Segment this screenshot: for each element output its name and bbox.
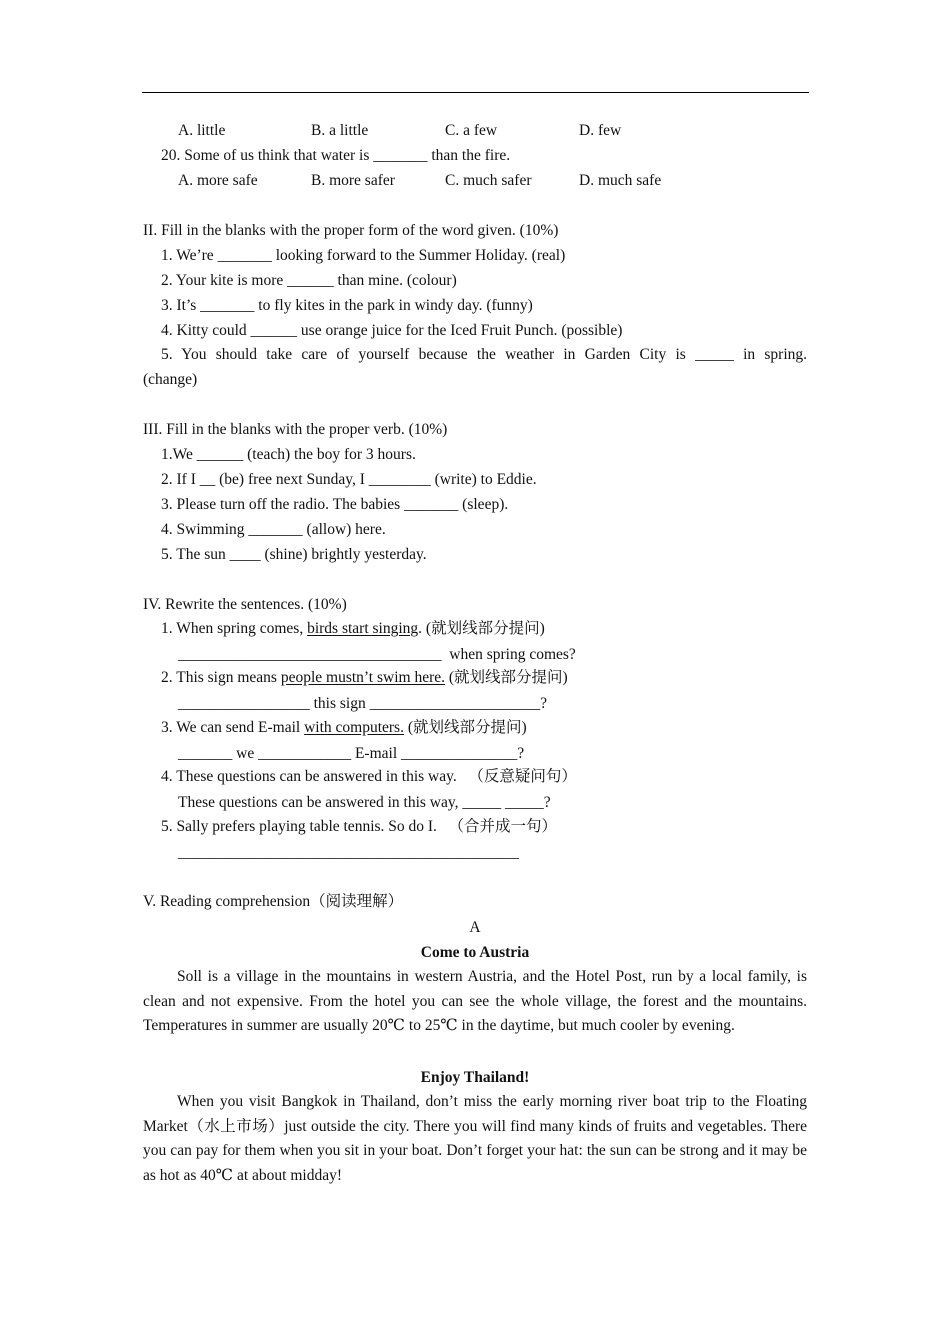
q2-text: 2. This sign means bbox=[161, 669, 281, 686]
heading-austria: Come to Austria bbox=[420, 944, 530, 961]
section2-item: 4. Kitty could ______ use orange juice for the Iced Fruit Punch. (possible) bbox=[161, 322, 623, 339]
q1-instruction: . (就划线部分提问) bbox=[418, 620, 545, 637]
section3-item: 5. The sun ____ (shine) brightly yesterday. bbox=[161, 546, 427, 563]
section3-item: 2. If I __ (be) free next Sunday, I ________ (write) to Eddie. bbox=[161, 471, 537, 488]
q19-option-b: B. a little bbox=[311, 122, 369, 139]
q1-answer-line: __________________________________ when spring comes? bbox=[178, 646, 576, 663]
section4-question-2 bbox=[161, 668, 568, 688]
q20-option-c: C. much safer bbox=[445, 172, 532, 189]
section2-item: 1. We’re _______ looking forward to the Summer Holiday. (real) bbox=[161, 247, 566, 264]
q3-text: 3. We can send E-mail bbox=[161, 719, 305, 736]
section3-title: III. Fill in the blanks with the proper verb. (10%) bbox=[143, 421, 448, 438]
q20-option-d: D. much safe bbox=[579, 172, 662, 189]
q20-option-a: A. more safe bbox=[178, 172, 258, 189]
q1-underlined: birds start singing bbox=[307, 620, 419, 637]
section4-question-1 bbox=[161, 619, 545, 639]
q20-option-b: B. more safer bbox=[311, 172, 395, 189]
section4-question-5: 5. Sally prefers playing table tennis. So do I. （合并成一句） bbox=[161, 818, 558, 835]
q3-underlined: with computers. bbox=[304, 719, 404, 736]
q5-answer-line: ____________________________________________ bbox=[178, 844, 519, 861]
section3-item: 3. Please turn off the radio. The babies _______ (sleep). bbox=[161, 496, 509, 513]
paragraph-thailand: When you visit Bangkok in Thailand, don’t miss the early morning river boat trip to the Floating Market（水上市场）just outside the city. There you will find many kinds of fruits and vegetables. There you can pay for them when you sit in your boat. Don’t forget your hat: the sun can be strong and it may be as hot as 40℃ at about midday! bbox=[143, 1093, 807, 1184]
passage-label: A bbox=[469, 919, 481, 936]
q1-text: 1. When spring comes, bbox=[161, 620, 308, 637]
section4-question-3 bbox=[161, 718, 527, 738]
section2-item-5: 5. You should take care of yourself because the weather in Garden City is _____ in spring. (change) bbox=[143, 346, 807, 388]
q19-option-d: D. few bbox=[579, 122, 622, 139]
q3-instruction: (就划线部分提问) bbox=[403, 719, 527, 736]
q19-option-c: C. a few bbox=[445, 122, 498, 139]
q2-instruction: (就划线部分提问) bbox=[445, 669, 568, 686]
q2-underlined: people mustn’t swim here. bbox=[280, 669, 446, 686]
q20-stem: 20. Some of us think that water is _______ than the fire. bbox=[161, 147, 511, 164]
section4-question-4: 4. These questions can be answered in this way. （反意疑问句） bbox=[161, 768, 577, 785]
section2-item: 2. Your kite is more ______ than mine. (colour) bbox=[161, 272, 457, 289]
q2-answer-line: _________________ this sign ______________________? bbox=[178, 695, 547, 712]
section2-title: II. Fill in the blanks with the proper form of the word given. (10%) bbox=[143, 222, 559, 239]
heading-thailand: Enjoy Thailand! bbox=[420, 1069, 530, 1086]
paragraph-austria: Soll is a village in the mountains in western Austria, and the Hotel Post, run by a local family, is clean and not expensive. From the hotel you can see the whole village, the forest and the mountains. Temperatures in summer are usually 20℃ to 25℃ in the daytime, but much cooler by evening. bbox=[143, 968, 807, 1035]
section3-item: 4. Swimming _______ (allow) here. bbox=[161, 521, 386, 538]
section4-title: IV. Rewrite the sentences. (10%) bbox=[143, 596, 347, 613]
section2-item: 3. It’s _______ to fly kites in the park in windy day. (funny) bbox=[161, 297, 533, 314]
section3-item: 1.We ______ (teach) the boy for 3 hours. bbox=[161, 446, 416, 463]
q3-answer-line: _______ we ____________ E-mail _______________? bbox=[178, 745, 525, 762]
header-rule bbox=[142, 92, 809, 93]
q4-answer-line: These questions can be answered in this way, _____ _____? bbox=[178, 794, 551, 811]
section5-title: V. Reading comprehension（阅读理解） bbox=[143, 893, 404, 910]
q19-option-a: A. little bbox=[178, 122, 226, 139]
